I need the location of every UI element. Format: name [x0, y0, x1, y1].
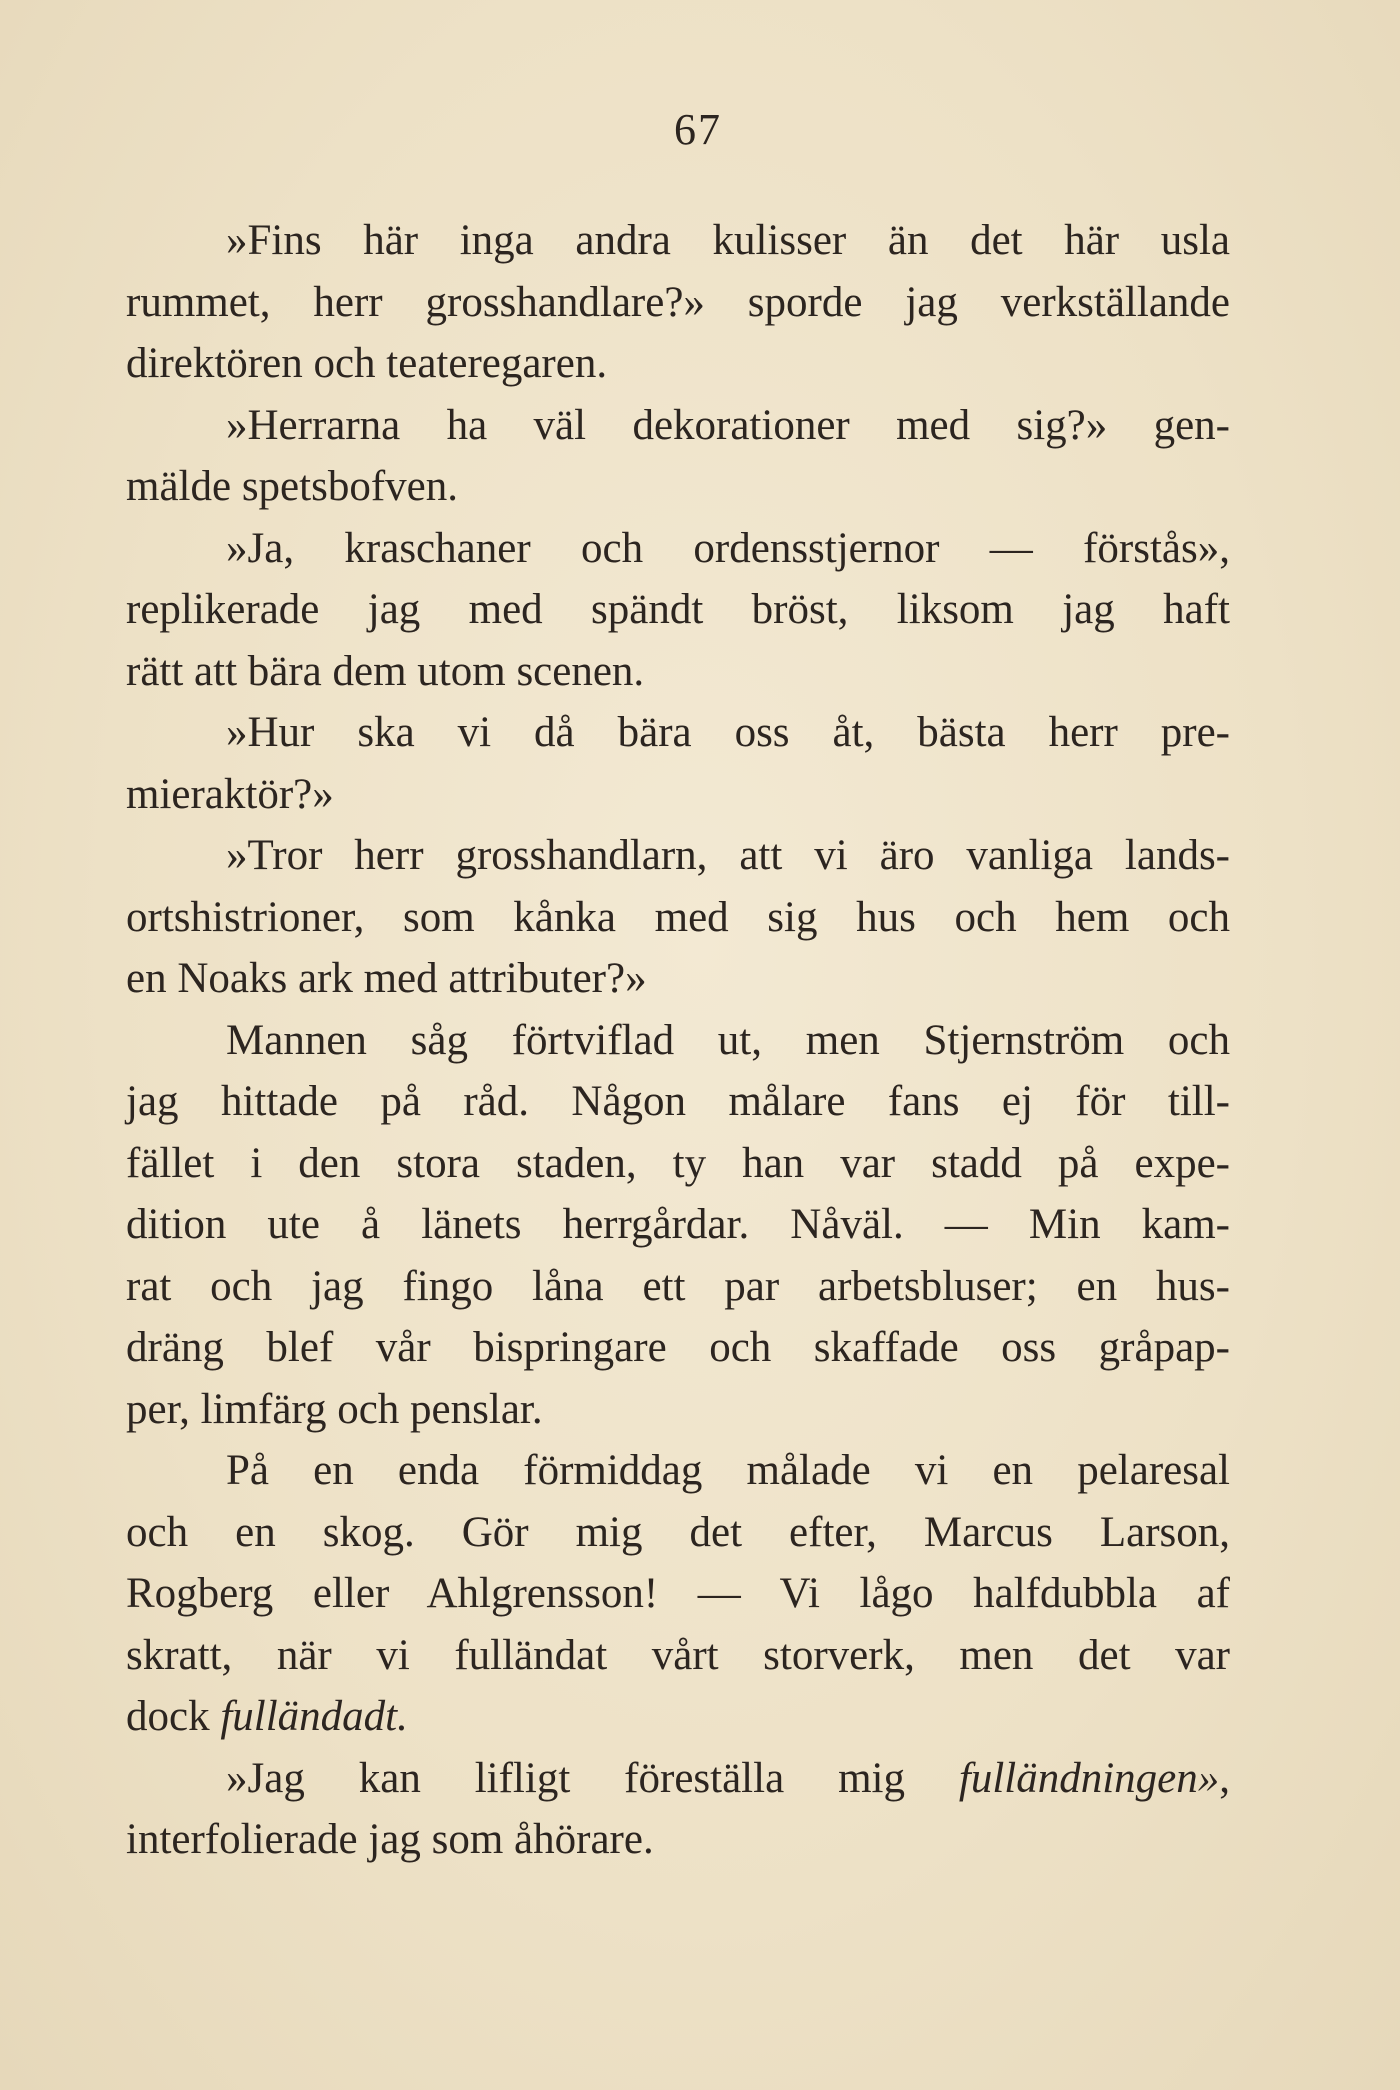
text-line: mälde spetsbofven.	[126, 463, 458, 510]
text-line: »Herrarna ha väl dekorationer med sig?» gen-	[226, 401, 1230, 449]
paragraph-3	[126, 518, 1230, 703]
text-line: »Ja, kraschaner och ordensstjernor — förstås»,	[226, 524, 1230, 572]
text-line: skratt, när vi fulländat vårt storverk, men det var	[126, 1631, 1230, 1679]
text-line: Mannen såg förtviflad ut, men Stjernström och	[226, 1016, 1230, 1064]
text-line: och en skog. Gör mig det efter, Marcus Larson,	[126, 1508, 1230, 1556]
text-fragment: dock	[126, 1693, 221, 1740]
paragraph-4	[126, 702, 1230, 825]
text-line: direktören och teateregaren.	[126, 340, 608, 387]
text-line: »Hur ska vi då bära oss åt, bästa herr pre-	[226, 709, 1230, 756]
text-line: rummet, herr grosshandlare?» sporde jag verkställande	[126, 278, 1230, 326]
text-fragment: »Jag kan lifligt föreställa mig	[226, 1754, 959, 1802]
text-line: Rogberg eller Ahlgrensson! — Vi lågo halfdubbla af	[126, 1570, 1230, 1617]
text-line: rat och jag fingo låna ett par arbetsbluser; en hus-	[126, 1262, 1230, 1310]
text-line: På en enda förmiddag målade vi en pelaresal	[226, 1447, 1230, 1494]
page-number: 67	[674, 105, 722, 154]
paragraph-7	[126, 1440, 1230, 1748]
text-line: replikerade jag med spändt bröst, liksom jag haft	[126, 586, 1230, 633]
text-line: en Noaks ark med attributer?»	[126, 955, 647, 1002]
paragraph-5	[126, 825, 1230, 1010]
italic-emphasis: fulländningen»	[958, 1754, 1220, 1802]
paragraph-8	[126, 1748, 1230, 1871]
paragraph-6	[126, 1010, 1230, 1441]
paragraph-1	[126, 210, 1230, 395]
text-line: mieraktör?»	[126, 770, 334, 818]
book-page	[126, 105, 1230, 1871]
text-line: fället i den stora staden, ty han var stadd på expe-	[126, 1139, 1230, 1187]
text-line: »Tror herr grosshandlarn, att vi äro vanliga lands-	[226, 832, 1230, 879]
text-line: dition ute å länets herrgårdar. Nåväl. — Min kam-	[126, 1201, 1230, 1248]
text-line: jag hittade på råd. Någon målare fans ej för till-	[126, 1078, 1230, 1125]
text-line: rätt att bära dem utom scenen.	[126, 647, 645, 695]
paragraph-2	[126, 395, 1230, 518]
text-line: dräng blef vår bispringare och skaffade oss gråpap-	[126, 1324, 1230, 1371]
text-line: »Fins här inga andra kulisser än det här usla	[226, 217, 1230, 264]
text-line	[126, 1748, 1230, 1810]
text-line: ortshistrioner, som kånka med sig hus och hem och	[126, 893, 1230, 941]
text-line	[126, 1686, 1230, 1748]
text-line: per, limfärg och penslar.	[126, 1385, 543, 1433]
text-fragment: ,	[1219, 1754, 1230, 1802]
text-line: interfolierade jag som åhörare.	[126, 1816, 654, 1863]
italic-emphasis: fulländadt.	[220, 1693, 408, 1740]
